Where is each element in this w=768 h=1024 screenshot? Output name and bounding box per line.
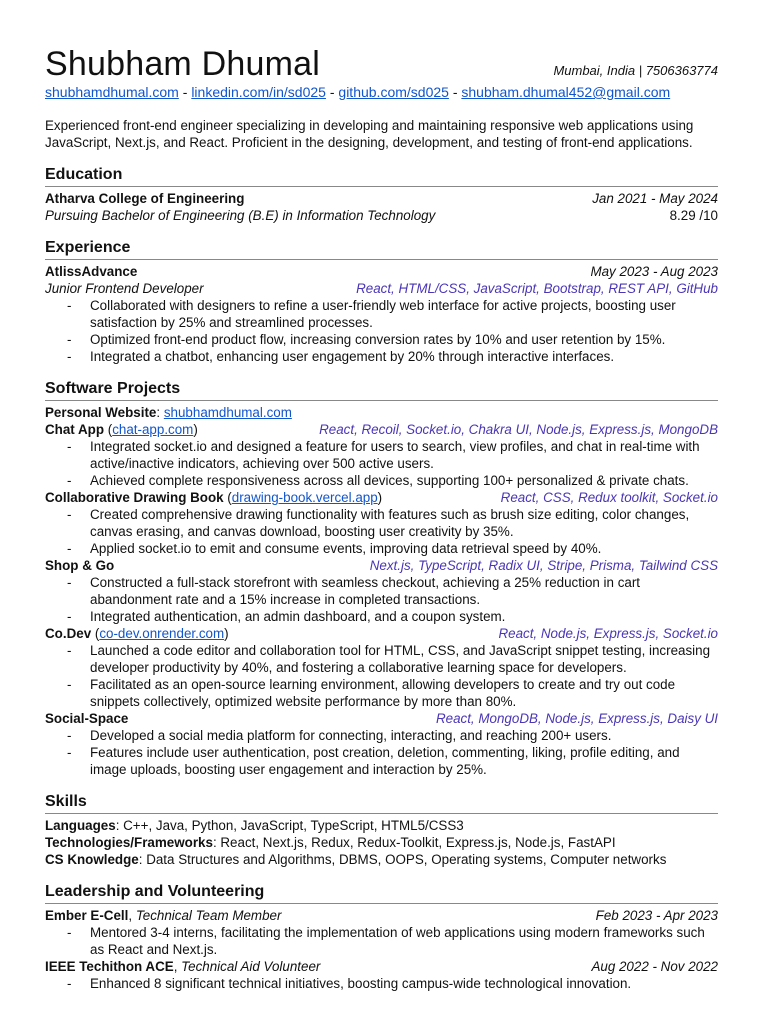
section-title-education: Education xyxy=(45,165,718,187)
section-title-projects: Software Projects xyxy=(45,379,718,401)
website-link[interactable]: shubhamdhumal.com xyxy=(45,84,179,100)
project-name: Shop & Go xyxy=(45,558,115,573)
experience-entry xyxy=(45,263,718,365)
tech-stack: React, HTML/CSS, JavaScript, Bootstrap, REST API, GitHub xyxy=(356,281,718,296)
list-item: - Constructed a full-stack storefront with seamless checkout, achieving a 25% reduction in cart abandonment rate and a 15% increase in completed transactions. xyxy=(45,574,718,608)
project-shop-and-go xyxy=(45,557,718,625)
email-link[interactable]: shubham.dhumal452@gmail.com xyxy=(461,84,671,100)
tech-stack: React, Recoil, Socket.io, Chakra UI, Node.js, Express.js, MongoDB xyxy=(319,422,718,437)
skill-row xyxy=(45,817,718,834)
project-link[interactable]: chat-app.com xyxy=(112,422,194,437)
summary: Experienced front-end engineer specializing in developing and maintaining responsive web applications using JavaScript, Next.js, and React. Proficient in the designing, development, and testing of front-end applications. xyxy=(45,118,694,150)
leadership-list xyxy=(45,907,718,992)
candidate-name: Shubham Dhumal xyxy=(45,45,320,83)
link-separator: - xyxy=(448,84,462,100)
list-item: - Integrated authentication, an admin dashboard, and a coupon system. xyxy=(45,608,718,625)
education-dates: Jan 2021 - May 2024 xyxy=(592,191,718,206)
github-link[interactable]: github.com/sd025 xyxy=(338,84,449,100)
list-item: - Collaborated with designers to refine a user-friendly web interface for active projects, boosting user satisfaction by 25% and streamlined processes. xyxy=(45,297,718,331)
project-name: Chat App xyxy=(45,422,105,437)
skills-list xyxy=(45,817,718,868)
list-item: - Applied socket.io to emit and consume events, improving data retrieval speed by 40%. xyxy=(45,540,718,557)
org-name: IEEE Techithon ACE xyxy=(45,959,174,974)
list-item: - Integrated a chatbot, enhancing user engagement by 20% through interactive interfaces. xyxy=(45,348,718,365)
link-separator: - xyxy=(325,84,339,100)
tech-stack: React, MongoDB, Node.js, Express.js, Daisy UI xyxy=(435,711,718,726)
degree: Pursuing Bachelor of Engineering (B.E) in Information Technology xyxy=(45,208,436,223)
list-item: - Launched a code editor and collaboration tool for HTML, CSS, and JavaScript snippet testing, increasing developer productivity by 40%, and fostering a collaborative learning space for developers. xyxy=(45,642,718,676)
leadership-dates: Feb 2023 - Apr 2023 xyxy=(595,908,718,923)
experience-dates: May 2023 - Aug 2023 xyxy=(590,264,718,279)
leadership-entry: IEEE Techithon ACE, Technical Aid Volunteer Aug 2022 - Nov 2022 - Enhanced 8 significant technical initiatives, boosting campus-wide technological innovation. xyxy=(45,958,718,992)
list-item: - Enhanced 8 significant technical initiatives, boosting campus-wide technological innovation. xyxy=(45,975,718,992)
org-role: Technical Team Member xyxy=(135,908,282,923)
list-item: - Created comprehensive drawing functionality with features such as brush size editing, color changes, canvas erasing, and canvas download, boosting user creativity by 35%. xyxy=(45,506,718,540)
resume-header xyxy=(45,40,718,84)
list-item: - Features include user authentication, post creation, deletion, commenting, liking, profile editing, and image uploads, boosting user engagement and interaction by 25%. xyxy=(45,744,718,778)
project-social-space xyxy=(45,710,718,778)
project-link[interactable]: co-dev.onrender.com xyxy=(99,626,225,641)
location-phone: Mumbai, India | 7506363774 xyxy=(553,63,718,78)
org-role: Technical Aid Volunteer xyxy=(181,959,321,974)
project-co-dev: Co.Dev (co-dev.onrender.com) React, Node.js, Express.js, Socket.io - Launched a code editor and collaboration tool for HTML, CSS, and JavaScript snippet testing, increasing developer productivity by 40%, and fostering a collaborative learning space for developers. - Facilitated as an open-source learning environment, allowing developers to create and try out code snippets collectively, optimized website performance by more than 80%. xyxy=(45,625,718,710)
skill-label: Languages xyxy=(45,818,116,833)
project-link[interactable]: drawing-book.vercel.app xyxy=(231,490,378,505)
job-role: Junior Frontend Developer xyxy=(45,281,204,296)
skill-value: : Data Structures and Algorithms, DBMS, OOPS, Operating systems, Computer networks xyxy=(138,852,667,867)
tech-stack: React, CSS, Redux toolkit, Socket.io xyxy=(500,490,718,505)
skill-label: CS Knowledge xyxy=(45,852,139,867)
section-title-experience: Experience xyxy=(45,238,718,260)
leadership-entry: Ember E-Cell, Technical Team Member Feb 2023 - Apr 2023 - Mentored 3-4 interns, facilitating the implementation of web applications using modern frameworks such as React and Next.js. xyxy=(45,907,718,958)
section-title-skills: Skills xyxy=(45,792,718,814)
list-item: - Developed a social media platform for connecting, interacting, and reaching 200+ users. xyxy=(45,727,718,744)
org-name: Ember E-Cell xyxy=(45,908,129,923)
list-item: - Facilitated as an open-source learning environment, allowing developers to create and try out code snippets collectively, optimized website performance by more than 80%. xyxy=(45,676,718,710)
section-title-leadership: Leadership and Volunteering xyxy=(45,882,718,904)
tech-stack: Next.js, TypeScript, Radix UI, Stripe, Prisma, Tailwind CSS xyxy=(369,558,718,573)
project-chat-app: Chat App (chat-app.com) React, Recoil, Socket.io, Chakra UI, Node.js, Express.js, MongoDB - Integrated socket.io and designed a feature for users to search, view profiles, and chat in real-time with active/inactive indicators, achieving over 500 active users. - Achieved complete responsiveness across all devices, supporting 100+ personalized & private chats. xyxy=(45,421,718,489)
personal-website-row: Personal Website: shubhamdhumal.com xyxy=(45,405,292,420)
linkedin-link[interactable]: linkedin.com/in/sd025 xyxy=(191,84,326,100)
contact-links xyxy=(45,84,718,101)
tech-stack: React, Node.js, Express.js, Socket.io xyxy=(498,626,718,641)
list-item: - Mentored 3-4 interns, facilitating the implementation of web applications using modern frameworks such as React and Next.js. xyxy=(45,924,718,958)
skill-row xyxy=(45,834,718,851)
skill-value: : React, Next.js, Redux, Redux-Toolkit, Express.js, Node.js, FastAPI xyxy=(212,835,616,850)
education-entry xyxy=(45,190,718,224)
personal-website-link[interactable]: shubhamdhumal.com xyxy=(163,405,292,420)
skill-value: : C++, Java, Python, JavaScript, TypeScript, HTML5/CSS3 xyxy=(115,818,464,833)
company-name: AtlissAdvance xyxy=(45,264,138,279)
list-item: - Integrated socket.io and designed a feature for users to search, view profiles, and chat in real-time with active/inactive indicators, achieving over 500 active users. xyxy=(45,438,718,472)
project-name: Collaborative Drawing Book xyxy=(45,490,224,505)
list-item: - Optimized front-end product flow, increasing conversion rates by 10% and user retention by 15%. xyxy=(45,331,718,348)
personal-website-label: Personal Website xyxy=(45,405,157,420)
link-separator: - xyxy=(178,84,192,100)
experience-bullets xyxy=(45,297,718,365)
gpa: 8.29 /10 xyxy=(669,208,718,223)
leadership-dates: Aug 2022 - Nov 2022 xyxy=(591,959,718,974)
project-drawing-book: Collaborative Drawing Book (drawing-book.vercel.app) React, CSS, Redux toolkit, Socket.io - Created comprehensive drawing functionality with features such as brush size editing, color changes, canvas erasing, and canvas download, boosting user creativity by 35%. - Applied socket.io to emit and consume events, improving data retrieval speed by 40%. xyxy=(45,489,718,557)
school-name: Atharva College of Engineering xyxy=(45,191,245,206)
project-name: Social-Space xyxy=(45,711,129,726)
skill-row xyxy=(45,851,718,868)
skill-label: Technologies/Frameworks xyxy=(45,835,213,850)
list-item: - Achieved complete responsiveness across all devices, supporting 100+ personalized & private chats. xyxy=(45,472,718,489)
project-name: Co.Dev xyxy=(45,626,92,641)
projects-list xyxy=(45,404,718,778)
